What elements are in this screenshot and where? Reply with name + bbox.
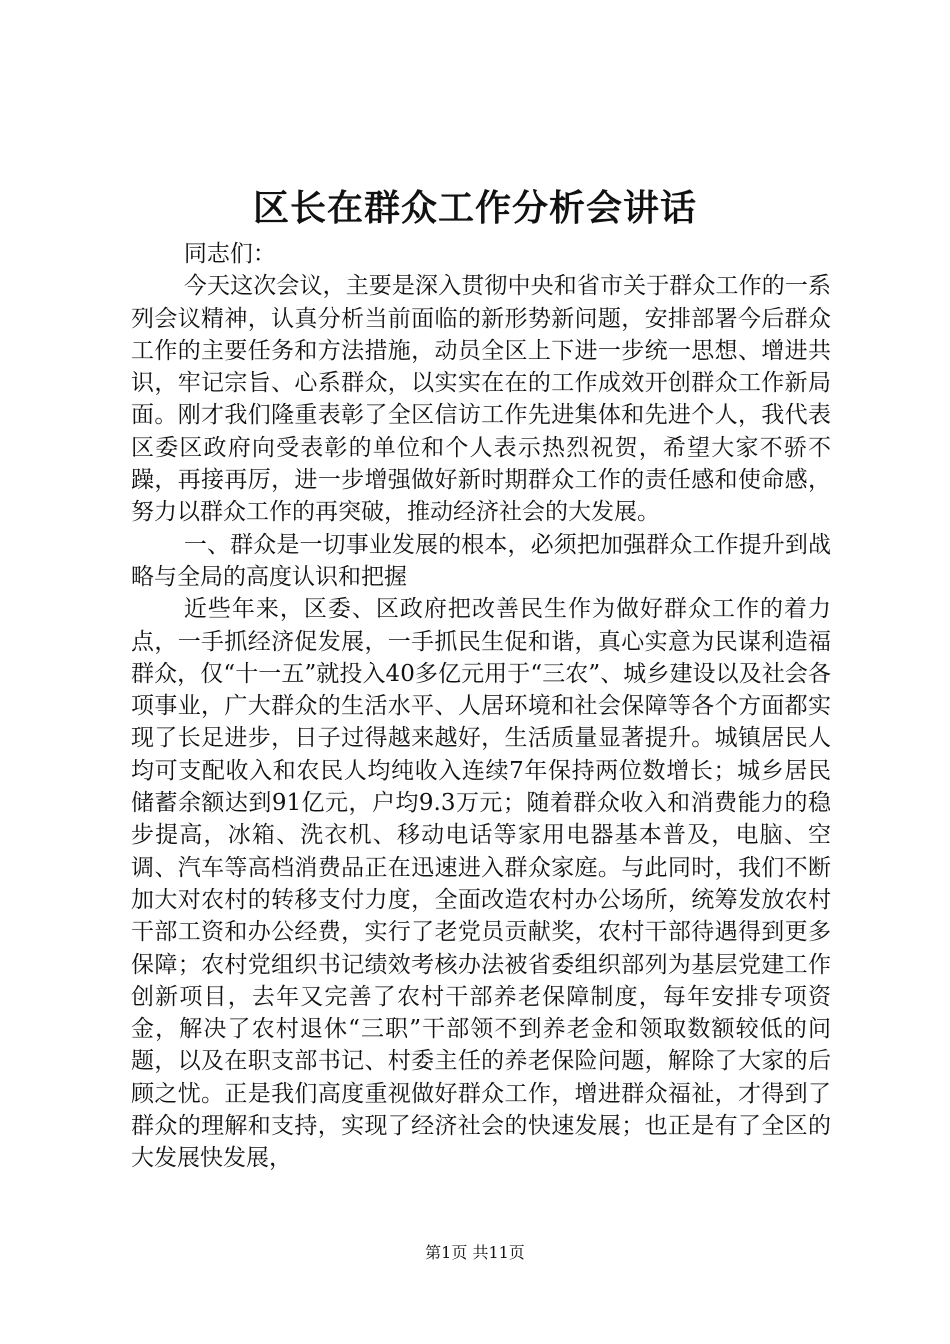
document-body <box>131 238 831 1175</box>
section-heading-1: 一、群众是一切事业发展的根本，必须把加强群众工作提升到战略与全局的高度认识和把握 <box>131 531 831 590</box>
paragraph-opening: 今天这次会议，主要是深入贯彻中央和省市关于群众工作的一系列会议精神，认真分析当前面临的新形势新问题，安排部署今后群众工作的主要任务和方法措施，动员全区上下进一步统一思想、增进共识，牢记宗旨、心系群众，以实实在在的工作成效开创群众工作新局面。刚才我们隆重表彰了全区信访工作先进集体和先进个人，我代表区委区政府向受表彰的单位和个人表示热烈祝贺，希望大家不骄不躁，再接再厉，进一步增强做好新时期群众工作的责任感和使命感，努力以群众工作的再突破，推动经济社会的大发展。 <box>131 273 831 526</box>
paragraph-salutation: 同志们： <box>183 241 276 267</box>
document-title: 区长在群众工作分析会讲话 <box>252 187 697 229</box>
page-footer: 第1页 共11页 <box>425 1243 525 1262</box>
paragraph-achievements: 近些年来，区委、区政府把改善民生作为做好群众工作的着力点，一手抓经济促发展，一手抓民生促和谐，真心实意为民谋利造福群众，仅“十一五”就投入40多亿元用于“三农”、城乡建设以及社会各项事业，广大群众的生活水平、人居环境和社会保障等各个方面都实现了长足进步，日子过得越来越好，生活质量显著提升。城镇居民人均可支配收入和农民人均纯收入连续7年保持两位数增长；城乡居民储蓄余额达到91亿元，户均9.3万元；随着群众收入和消费能力的稳步提高，冰箱、洗衣机、移动电话等家用电器基本普及，电脑、空调、汽车等高档消费品正在迅速进入群众家庭。与此同时，我们不断加大对农村的转移支付力度，全面改造农村办公场所，统筹发放农村干部工资和办公经费，实行了老党员贡献奖，农村干部待遇得到更多保障；农村党组织书记绩效考核办法被省委组织部列为基层党建工作创新项目，去年又完善了农村干部养老保障制度，每年安排专项资金，解决了农村退休“三职”干部领不到养老金和领取数额较低的问题，以及在职支部书记、村委主任的养老保险问题，解除了大家的后顾之忧。正是我们高度重视做好群众工作，增进群众福祉，才得到了群众的理解和支持，实现了经济社会的快速发展；也正是有了全区的大发展快发展， <box>131 596 831 1172</box>
